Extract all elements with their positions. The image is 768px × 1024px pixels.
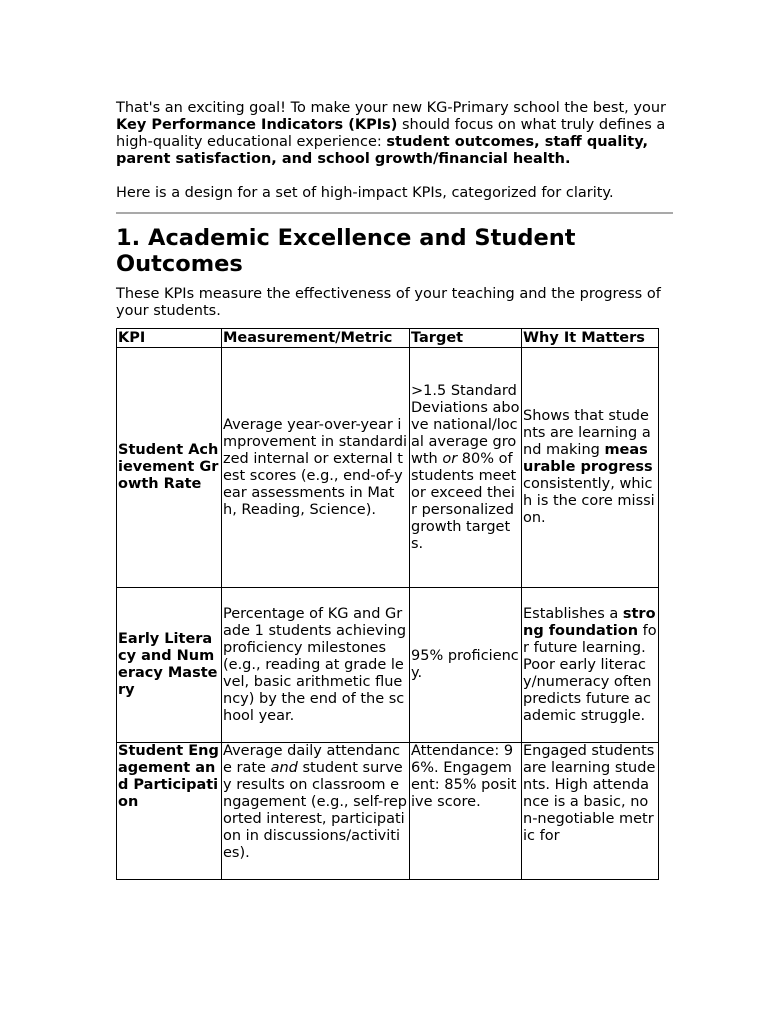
header-target: Target [410, 329, 522, 348]
table-row [117, 743, 659, 880]
why-bold: measurable progress [523, 442, 653, 475]
why-bold: strong foundation [523, 605, 656, 639]
kpi-target: 95% proficiency. [410, 588, 522, 743]
kpi-table [116, 328, 659, 880]
section-heading: 1. Academic Excellence and Student Outcomes [116, 225, 576, 277]
kpi-name: Student Achievement Growth Rate [117, 348, 222, 588]
kpi-metric: Percentage of KG and Grade 1 students achieving proficiency milestones (e.g., reading at grade level, basic arithmetic fluency) by the end of the school year. [222, 588, 410, 743]
document-page [116, 100, 676, 880]
intro-text-c: should focus on what truly defines a high-quality educational experience: [116, 117, 666, 150]
metric-text-a: Average daily attendance rate [223, 743, 401, 776]
table-row [117, 588, 659, 743]
target-emphasis: or [442, 450, 458, 467]
kpi-metric [222, 743, 410, 880]
table-row [117, 348, 659, 588]
why-text-a: Shows that students are learning and making [523, 408, 651, 458]
kpi-why: Engaged students are learning students. High attendance is a basic, non-negotiable metric for [522, 743, 659, 880]
target-text-b: 80% of students meet or exceed their personalized growth targets. [411, 450, 517, 552]
intro-kpi-term: Key Performance Indicators (KPIs) [116, 117, 398, 133]
why-text-b: for future learning. Poor early literacy/numeracy often predicts future academic struggle. [523, 622, 657, 724]
section-divider [116, 212, 673, 214]
metric-text-b: student survey results on classroom engagement (e.g., self-reported interest, participation in discussions/activities). [223, 760, 407, 861]
header-why: Why It Matters [522, 329, 659, 348]
kpi-why [522, 348, 659, 588]
intro-paragraph [116, 100, 676, 168]
header-kpi: KPI [117, 329, 222, 348]
intro-text-a: That's an exciting goal! To make your new KG-Primary school the best, your [116, 100, 666, 116]
why-text-b: consistently, which is the core mission. [523, 476, 655, 526]
intro-focus-areas: student outcomes, staff quality, parent satisfaction, and school growth/financial health. [116, 134, 649, 167]
kpi-target: Attendance: 96%. Engagement: 85% positive score. [410, 743, 522, 880]
header-metric: Measurement/Metric [222, 329, 410, 348]
metric-emphasis: and [270, 760, 298, 776]
table-header-row [117, 329, 659, 348]
kpi-metric: Average year-over-year improvement in standardized internal or external test scores (e.g., end-of-year assessments in Math, Reading, Science). [222, 348, 410, 588]
kpi-why [522, 588, 659, 743]
kpi-target [410, 348, 522, 588]
target-text-a: >1.5 Standard Deviations above national/local average growth [411, 382, 520, 467]
section-description: These KPIs measure the effectiveness of your teaching and the progress of your students. [116, 286, 661, 319]
intro-design-note: Here is a design for a set of high-impact KPIs, categorized for clarity. [116, 185, 614, 201]
kpi-name: Student Engagement and Participation [117, 743, 222, 880]
kpi-name: Early Literacy and Numeracy Mastery [117, 588, 222, 743]
why-text-a: Establishes a [523, 605, 623, 622]
